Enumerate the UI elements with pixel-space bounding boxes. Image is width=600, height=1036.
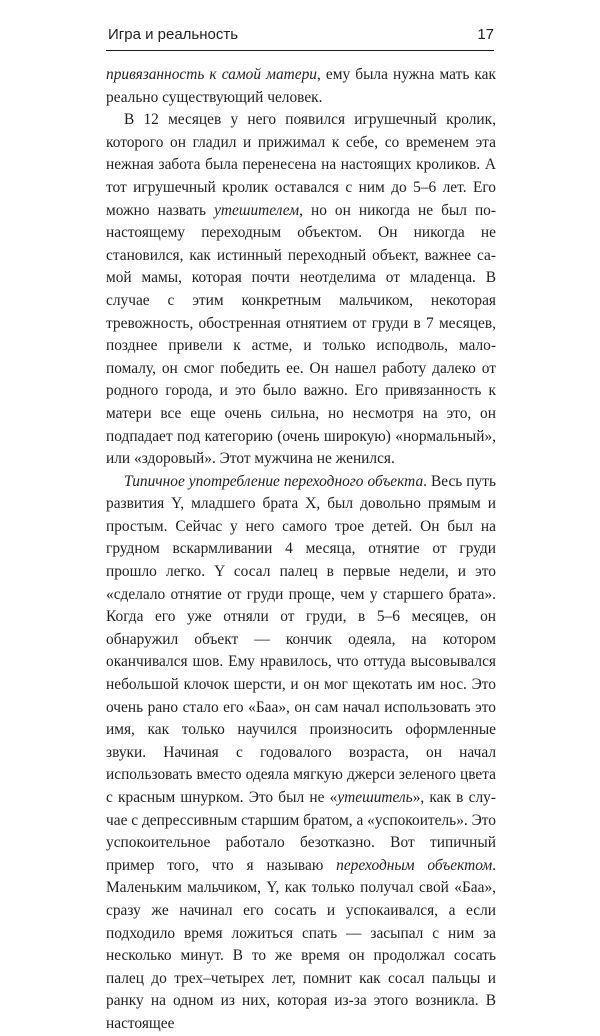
- paragraph: [106, 471, 496, 1036]
- italic-phrase: Типичное употребление переходного объекта: [124, 472, 424, 490]
- text-run: », как в случае с депрессивным старшим братом, а «успокоитель». Это успокоительное работало безотказно. Вот типичный пример того, что я называю: [106, 789, 496, 874]
- text-run: , ему была нужна мать как реально существующий человек.: [106, 66, 496, 106]
- header-rule: [106, 50, 494, 51]
- chapter-title: Игра и реальность: [108, 26, 239, 43]
- italic-phrase: утешитель: [337, 789, 413, 806]
- italic-phrase: привязанность к самой матери: [106, 66, 317, 83]
- text-run: , но он никогда не был по-настоящему переходным объектом. Он никогда не становился, как истинный переходный объект, важнее самой мамы, которая почти неотделима от младенца. В случае с этим конкретным мальчиком, некоторая тревожность, обостренная отнятием от груди в 7 месяцев, позднее привели к астме, и только исподволь, мало-помалу, он смог победить ее. Он нашел работу далеко от родного города, и это было важно. Его привязанность к матери все еще очень сильна, но несмотря на это, он подпадает под категорию (очень широкую) «нормальный», или «здоровый». Этот мужчина не женился.: [106, 201, 497, 468]
- paragraph: [106, 109, 496, 471]
- italic-phrase: утешителем: [214, 201, 300, 219]
- text-run: . Маленьким мальчиком, Y, как только получал свой «Баа», сразу же начинал его сосать и успокаивался, а если подходило время ложиться спать — засыпал с ним за несколько минут. В то же время он продолжал сосать палец до трех–четырех лет, помнит как сосал пальцы и ранку на одном из них, которая из-за этого возникла. В настоящее: [106, 856, 497, 1032]
- text-run: В 12 месяцев у него появился игрушечный кролик, которого он гладил и прижимал к себе, со временем эта нежная забота была перенесена на настоящих кроликов. А тот игрушечный кролик оставался с ним до 5–6 лет. Его можно назвать: [106, 111, 496, 219]
- body-text: [106, 64, 496, 1036]
- text-run: . Весь путь развития Y, младшего брата X, был довольно прямым и простым. Сейчас у него самого трое детей. Он был на грудном вскармливании 4 месяца, отнятие от груди прошло легко. Y сосал палец в первые недели, и это «сделало отнятие от груди проще, чем у старшего брата». Когда его уже отняли от груди, в 5–6 месяцев, он обнаружил объект — кончик одеяла, на котором оканчивался шов. Ему нравилось, что оттуда высовывался небольшой клочок шерсти, и он мог щекотать им нос. Это очень рано стало его «Баа», он сам начал использовать это имя, как только научился произносить оформленные звуки. Начиная с годовалого возраста, он начал использовать вместо одеяла мягкую джерси зеленого цвета с красным шнурком. Это был не «: [106, 472, 496, 806]
- page-number: 17: [477, 26, 494, 43]
- paragraph: [106, 64, 496, 109]
- italic-phrase: переходным объектом: [336, 856, 493, 874]
- running-header: [106, 22, 494, 50]
